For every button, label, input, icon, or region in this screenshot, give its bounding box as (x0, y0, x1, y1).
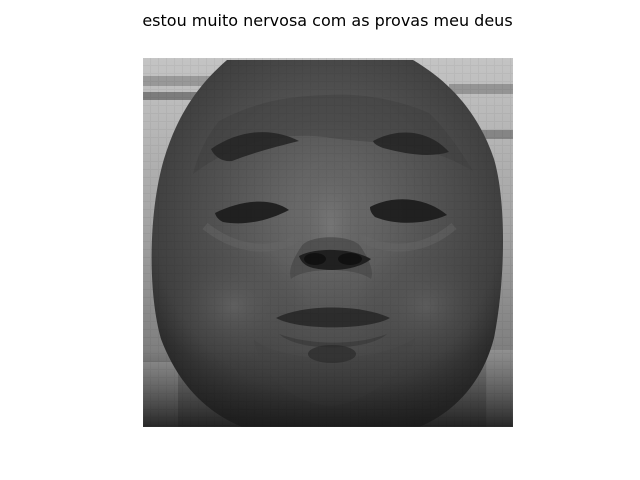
face-image (143, 58, 513, 427)
face-photo-icon (143, 58, 513, 427)
image-title: estou muito nervosa com as provas meu deus (142, 11, 513, 30)
